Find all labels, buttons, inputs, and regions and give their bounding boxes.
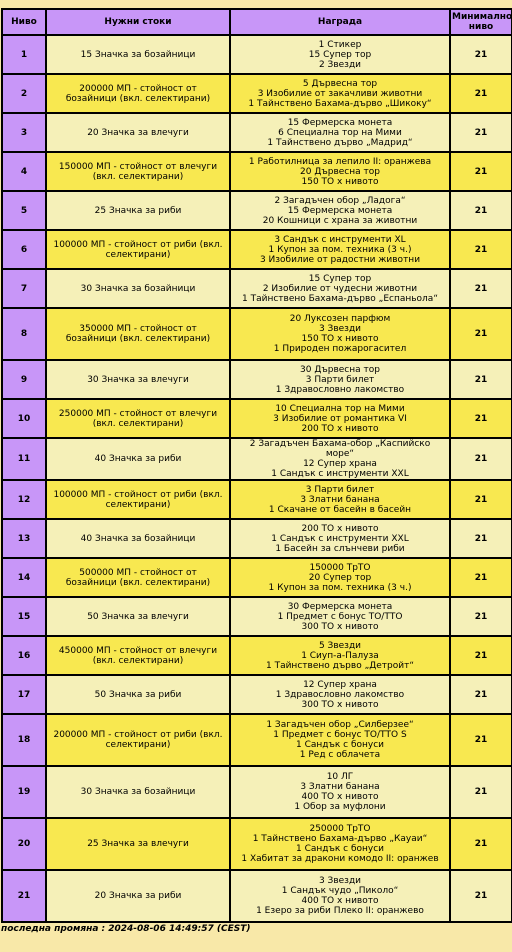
row-goods (46, 191, 230, 230)
reward-line: 1 Сандък с инструменти XXL (271, 533, 409, 544)
table-row (2, 191, 512, 230)
header-goods: Нужни стоки (46, 9, 230, 35)
table-row (2, 870, 512, 922)
reward-line: 1 Езеро за риби Плеко II: оранжево (256, 906, 424, 916)
reward-line: 1 Скачане от басейн в басейн (268, 504, 412, 515)
row-goods (46, 360, 230, 399)
reward-line: 3 Парти билет (305, 484, 375, 495)
table-row (2, 74, 512, 113)
row-reward (230, 230, 450, 269)
row-goods (46, 230, 230, 269)
row-goods (46, 74, 230, 113)
goods-line: 50 Значка за влечуги (87, 611, 189, 622)
goods-line: (вкл. селектирани) (92, 171, 184, 182)
table-row (2, 818, 512, 870)
reward-line: 1 Предмет с бонус ТО/ТТО S (273, 730, 407, 740)
goods-line: бозайници (вкл. селектирани) (65, 334, 211, 344)
row-goods (46, 714, 230, 766)
row-goods (46, 636, 230, 675)
goods-line: 20 Значка за риби (94, 891, 182, 901)
row-level: 19 (2, 766, 46, 818)
table-row (2, 636, 512, 675)
row-level: 2 (2, 74, 46, 113)
row-goods (46, 35, 230, 74)
row-min-level: 21 (450, 191, 512, 230)
reward-line: 1 Сандък чудо „Пиколо“ (281, 886, 399, 896)
goods-line: 250000 МП - стойност от влечуги (58, 408, 218, 419)
row-min-level: 21 (450, 152, 512, 191)
row-level: 8 (2, 308, 46, 360)
row-min-level: 21 (450, 870, 512, 922)
row-goods (46, 519, 230, 558)
table-row (2, 308, 512, 360)
row-min-level: 21 (450, 636, 512, 675)
reward-line: 1 Ред с облачета (299, 750, 381, 760)
reward-line: 10 Специална тор на Мими (275, 403, 405, 414)
goods-line: 200000 МП - стойност от (79, 83, 197, 94)
row-level: 18 (2, 714, 46, 766)
row-level: 11 (2, 438, 46, 480)
row-level: 4 (2, 152, 46, 191)
row-reward (230, 269, 450, 308)
table-row (2, 558, 512, 597)
reward-line: 400 ТО х нивото (301, 896, 379, 906)
reward-line: 1 Хабитат за дракони комодо II: оранжев (241, 854, 439, 864)
reward-line: 20 Кошници с храна за животни (262, 215, 418, 226)
table-row (2, 269, 512, 308)
row-level: 10 (2, 399, 46, 438)
reward-line: 2 Звезди (318, 59, 362, 70)
reward-line: 10 ЛГ (326, 772, 354, 782)
reward-line: 1 Басейн за слънчеви риби (275, 543, 405, 554)
goods-line: 100000 МП - стойност от риби (вкл. (53, 239, 223, 250)
goods-line: бозайници (вкл. селектирани) (65, 577, 211, 588)
row-reward (230, 597, 450, 636)
row-reward (230, 675, 450, 714)
reward-line: 1 Тайнствено дърво „Детройт“ (265, 660, 415, 671)
table-row (2, 360, 512, 399)
row-goods (46, 152, 230, 191)
table-row (2, 35, 512, 74)
goods-line: 150000 МП - стойност от влечуги (58, 161, 218, 172)
reward-line: 2 Загадъчен Бахама-обор „Каспийско (249, 439, 431, 449)
reward-line: 3 Парти билет (305, 374, 375, 385)
row-level: 9 (2, 360, 46, 399)
goods-line: 500000 МП - стойност от (79, 567, 197, 578)
reward-line: 300 ТО х нивото (301, 621, 379, 632)
row-reward (230, 113, 450, 152)
row-reward (230, 399, 450, 438)
row-min-level: 21 (450, 480, 512, 519)
reward-line: 15 Супер тор (308, 49, 372, 60)
goods-line: 100000 МП - стойност от риби (вкл. (53, 489, 223, 500)
goods-line: 25 Значка за влечуги (87, 839, 189, 849)
row-goods (46, 480, 230, 519)
row-min-level: 21 (450, 818, 512, 870)
row-goods (46, 675, 230, 714)
goods-line: 40 Значка за риби (94, 454, 182, 464)
reward-line: море“ (325, 449, 355, 459)
table-row (2, 113, 512, 152)
goods-line: 25 Значка за риби (94, 205, 182, 216)
row-level: 3 (2, 113, 46, 152)
table-row (2, 480, 512, 519)
goods-line: селектирани) (105, 499, 171, 510)
row-reward (230, 438, 450, 480)
row-goods (46, 818, 230, 870)
goods-line: 30 Значка за влечуги (87, 374, 189, 385)
row-min-level: 21 (450, 113, 512, 152)
table-body (2, 35, 512, 922)
row-min-level: 21 (450, 360, 512, 399)
reward-line: 15 Супер тор (308, 273, 372, 284)
reward-line: 1 Работилница за лепило II: оранжева (248, 156, 432, 167)
reward-line: 1 Природен пожарогасител (273, 344, 407, 354)
reward-line: 20 Луксозен парфюм (289, 314, 391, 324)
table-row (2, 399, 512, 438)
row-reward (230, 636, 450, 675)
reward-line: 1 Стикер (318, 39, 362, 50)
row-level: 5 (2, 191, 46, 230)
reward-line: 1 Тайнствено Бахама-дърво „Шикоку“ (248, 98, 432, 109)
goods-line: 350000 МП - стойност от (79, 324, 197, 334)
goods-line: 450000 МП - стойност от влечуги (58, 645, 218, 656)
reward-line: 3 Звезди (318, 324, 362, 334)
row-reward (230, 35, 450, 74)
reward-line: 6 Специална тор на Мими (278, 127, 402, 138)
row-min-level: 21 (450, 74, 512, 113)
header-reward: Награда (230, 9, 450, 35)
reward-line: 250000 ТрТО (309, 824, 371, 834)
row-reward (230, 519, 450, 558)
row-reward (230, 714, 450, 766)
row-level: 7 (2, 269, 46, 308)
row-goods (46, 269, 230, 308)
row-goods (46, 308, 230, 360)
row-level: 14 (2, 558, 46, 597)
reward-line: 150 ТО х нивото (301, 334, 379, 344)
table-row (2, 766, 512, 818)
row-reward (230, 766, 450, 818)
reward-line: 30 Фермерска монета (287, 601, 393, 612)
reward-line: 1 Загадъчен обор „Силберзее“ (266, 720, 414, 730)
reward-line: 3 Сандък с инструменти XL (274, 234, 406, 245)
row-goods (46, 870, 230, 922)
row-level: 21 (2, 870, 46, 922)
reward-line: 15 Фермерска монета (287, 205, 393, 216)
reward-line: 2 Изобилие от чудесни животни (262, 283, 418, 294)
row-reward (230, 308, 450, 360)
row-reward (230, 74, 450, 113)
reward-line: 3 Изобилие от радостни животни (259, 254, 421, 265)
reward-line: 15 Фермерска монета (287, 117, 393, 128)
reward-line: 150 ТО х нивото (301, 176, 379, 187)
table-row (2, 714, 512, 766)
row-reward (230, 191, 450, 230)
row-level: 6 (2, 230, 46, 269)
row-min-level: 21 (450, 714, 512, 766)
reward-line: 1 Здравословно лакомство (275, 689, 405, 700)
goods-line: 30 Значка за бозайници (80, 283, 196, 294)
row-min-level: 21 (450, 269, 512, 308)
row-reward (230, 558, 450, 597)
row-goods (46, 597, 230, 636)
reward-line: 20 Супер тор (308, 572, 372, 583)
row-goods (46, 113, 230, 152)
goods-line: селектирани) (105, 740, 171, 750)
goods-line: (вкл. селектирани) (92, 655, 184, 666)
goods-line: 50 Значка за риби (94, 689, 182, 700)
table-row (2, 519, 512, 558)
reward-line: 200 ТО х нивото (301, 423, 379, 434)
header-row (2, 9, 512, 35)
goods-line: селектирани) (105, 249, 171, 260)
reward-line: 3 Златни банана (300, 494, 380, 505)
row-level: 15 (2, 597, 46, 636)
row-level: 17 (2, 675, 46, 714)
row-level: 1 (2, 35, 46, 74)
row-min-level: 21 (450, 558, 512, 597)
reward-line: 3 Златни банана (300, 782, 380, 792)
reward-line: 2 Загадъчен обор „Ладога“ (274, 195, 406, 206)
reward-line: 150000 ТрТО (309, 562, 371, 573)
reward-line: 20 Дървесна тор (300, 166, 380, 177)
row-level: 12 (2, 480, 46, 519)
row-min-level: 21 (450, 399, 512, 438)
reward-line: 3 Изобилие от романтика VI (273, 413, 407, 424)
row-goods (46, 438, 230, 480)
goods-line: 200000 МП - стойност от риби (вкл. (53, 730, 223, 740)
row-reward (230, 870, 450, 922)
row-min-level: 21 (450, 35, 512, 74)
goods-line: 15 Значка за бозайници (80, 49, 196, 60)
reward-line: 1 Сандък с бонуси (295, 844, 385, 854)
reward-line: 1 Здравословно лакомство (275, 384, 405, 395)
reward-line: 5 Дървесна тор (302, 78, 378, 89)
table-row (2, 230, 512, 269)
reward-line: 3 Изобилие от закачливи животни (257, 88, 423, 99)
reward-line: 5 Звезди (318, 640, 362, 651)
reward-line: 200 ТО х нивото (301, 523, 379, 534)
row-reward (230, 152, 450, 191)
row-level: 13 (2, 519, 46, 558)
row-reward (230, 360, 450, 399)
table-row (2, 675, 512, 714)
reward-line: 30 Дървесна тор (300, 364, 380, 375)
row-min-level: 21 (450, 308, 512, 360)
row-goods (46, 399, 230, 438)
reward-line: 1 Тайнствено Бахама-дърво „Кауаи“ (252, 834, 428, 844)
table-row (2, 597, 512, 636)
row-level: 16 (2, 636, 46, 675)
reward-line: 1 Сиуп-а-Палуза (301, 650, 379, 661)
row-goods (46, 558, 230, 597)
row-min-level: 21 (450, 675, 512, 714)
header-min-level: Минимално ниво (450, 9, 512, 35)
goods-line: 30 Значка за бозайници (80, 787, 196, 797)
table-row (2, 438, 512, 480)
row-level: 20 (2, 818, 46, 870)
reward-line: 1 Купон за пом. техника (3 ч.) (268, 582, 412, 593)
reward-line: 3 Звезди (318, 876, 362, 886)
row-reward (230, 818, 450, 870)
goods-line: (вкл. селектирани) (92, 418, 184, 429)
reward-line: 400 ТО х нивото (301, 792, 379, 802)
reward-line: 12 Супер храна (303, 459, 377, 469)
goods-line: 20 Значка за влечуги (87, 127, 189, 138)
quest-table (1, 8, 512, 923)
last-modified: последна промяна : 2024-08-06 14:49:57 (CEST) (1, 924, 251, 934)
reward-line: 1 Предмет с бонус ТО/ТТО (277, 611, 403, 622)
goods-line: 40 Значка за бозайници (80, 533, 196, 544)
row-min-level: 21 (450, 519, 512, 558)
reward-line: 1 Тайнствено Бахама-дърво „Еспаньола“ (242, 293, 438, 304)
row-min-level: 21 (450, 438, 512, 480)
reward-line: 1 Купон за пом. техника (3 ч.) (268, 244, 412, 255)
row-min-level: 21 (450, 597, 512, 636)
reward-line: 1 Обор за муфлони (294, 802, 386, 812)
row-min-level: 21 (450, 230, 512, 269)
reward-line: 1 Сандък с инструменти XXL (271, 469, 409, 479)
header-level: Ниво (2, 9, 46, 35)
row-goods (46, 766, 230, 818)
goods-line: бозайници (вкл. селектирани) (65, 93, 211, 104)
reward-line: 12 Супер храна (303, 679, 377, 690)
row-reward (230, 480, 450, 519)
reward-line: 1 Сандък с бонуси (295, 740, 385, 750)
reward-line: 300 ТО х нивото (301, 699, 379, 710)
reward-line: 1 Тайнствено дърво „Мадрид“ (267, 137, 413, 148)
table-row (2, 152, 512, 191)
row-min-level: 21 (450, 766, 512, 818)
